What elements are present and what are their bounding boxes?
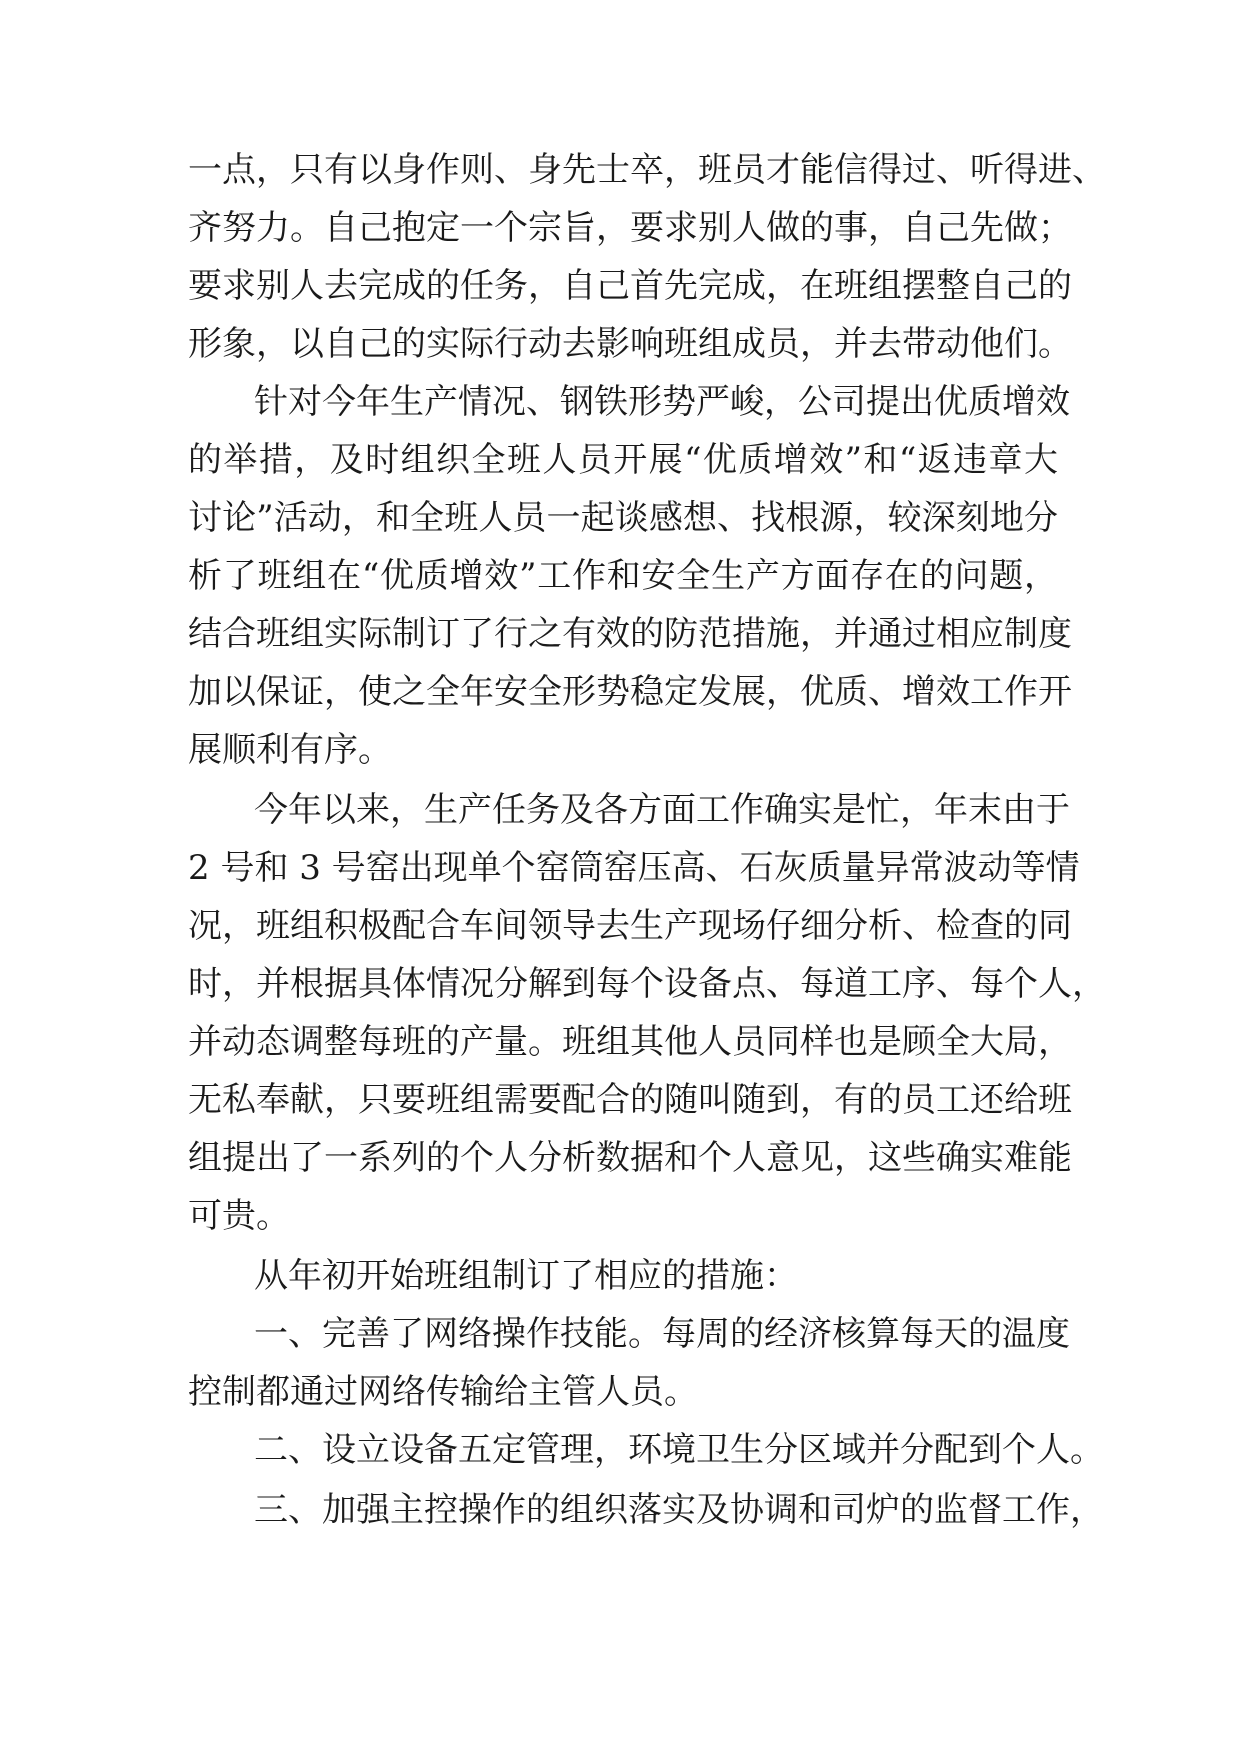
text-line: 的举措，及时组织全班人员开展“优质增效”和“返违章大: [188, 440, 1058, 480]
text-line: 结合班组实际制订了行之有效的防范措施，并通过相应制度: [188, 614, 1072, 654]
text-line: 况，班组积极配合车间领导去生产现场仔细分析、检查的同: [188, 906, 1072, 946]
text-line: 齐努力。自己抱定一个宗旨，要求别人做的事，自己先做；: [188, 208, 1072, 248]
text-line: 无私奉献，只要班组需要配合的随叫随到，有的员工还给班: [188, 1080, 1072, 1120]
text-line: 析了班组在“优质增效”工作和安全生产方面存在的问题，: [188, 556, 1058, 596]
text-line: 组提出了一系列的个人分析数据和个人意见，这些确实难能: [188, 1138, 1072, 1178]
paragraph-single-line: 从年初开始班组制订了相应的措施：: [254, 1256, 798, 1296]
paragraph-first-line: 针对今年生产情况、钢铁形势严峻，公司提出优质增效: [254, 382, 1070, 422]
list-item-first-line: 一、完善了网络操作技能。每周的经济核算每天的温度: [254, 1314, 1070, 1354]
text-line: 加以保证，使之全年安全形势稳定发展，优质、增效工作开: [188, 672, 1072, 712]
text-line: 时，并根据具体情况分解到每个设备点、每道工序、每个人，: [188, 964, 1106, 1004]
list-item-line: 二、设立设备五定管理，环境卫生分区域并分配到个人。: [254, 1430, 1104, 1470]
text-line: 讨论”活动，和全班人员一起谈感想、找根源，较深刻地分: [188, 498, 1058, 538]
text-line: 要求别人去完成的任务，自己首先完成，在班组摆整自己的: [188, 266, 1072, 306]
list-item-last-line: 控制都通过网络传输给主管人员。: [188, 1372, 698, 1412]
list-item-line: 三、加强主控操作的组织落实及协调和司炉的监督工作，: [254, 1490, 1104, 1530]
text-line: 并动态调整每班的产量。班组其他人员同样也是顾全大局，: [188, 1022, 1072, 1062]
paragraph-last-line: 展顺利有序。: [188, 730, 392, 770]
text-line: 形象，以自己的实际行动去影响班组成员，并去带动他们。: [188, 324, 1072, 364]
paragraph-last-line: 可贵。: [188, 1196, 290, 1236]
text-line: 2 号和 3 号窑出现单个窑筒窑压高、石灰质量异常波动等情: [188, 848, 1080, 888]
paragraph-first-line: 今年以来，生产任务及各方面工作确实是忙，年末由于: [254, 790, 1070, 830]
text-line: 一点，只有以身作则、身先士卒，班员才能信得过、听得进、: [188, 150, 1106, 190]
